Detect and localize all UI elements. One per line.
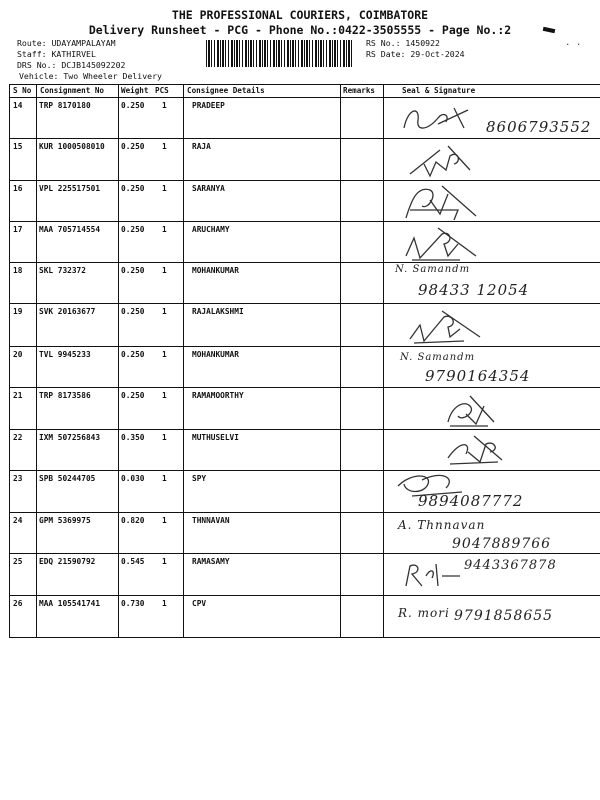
col-remarks: Remarks — [343, 86, 376, 95]
cell-pcs: 1 — [162, 350, 167, 359]
col-consignee: Consignee Details — [187, 86, 265, 95]
cell-pcs: 1 — [162, 474, 167, 483]
cell-consignment: TVL 9945233 — [39, 350, 91, 359]
ink-dots: . . — [565, 38, 582, 48]
cell-weight: 0.250 — [121, 101, 145, 110]
runsheet-subtitle: Delivery Runsheet - PCG - Phone No.:0422-3505555 - Page No.:2 — [88, 23, 512, 37]
barcode — [206, 40, 354, 67]
table-row — [10, 181, 600, 222]
cell-sno: 24 — [13, 516, 23, 525]
handwritten-name: R. mori — [398, 606, 450, 620]
cell-consignment: TRP 8170180 — [39, 101, 91, 110]
cell-consignment: EDQ 21590792 — [39, 557, 96, 566]
cell-pcs: 1 — [162, 142, 167, 151]
signature-scribble — [440, 432, 510, 468]
handwritten-phone: 98433 12054 — [418, 281, 530, 299]
cell-consignee: ARUCHAMY — [192, 225, 230, 234]
cell-consignment: KUR 1000508010 — [39, 142, 105, 151]
signature-scribble — [398, 100, 493, 136]
cell-consignee: RAMASAMY — [192, 557, 230, 566]
col-signature: Seal & Signature — [402, 86, 476, 95]
rs-number: RS No.: 1450922 — [366, 38, 440, 48]
cell-weight: 0.250 — [121, 350, 145, 359]
cell-pcs: 1 — [162, 599, 167, 608]
cell-consignment: MAA 705714554 — [39, 225, 101, 234]
vehicle-label: Vehicle: Two Wheeler Delivery — [19, 71, 162, 81]
cell-consignment: IXM 507256843 — [39, 433, 101, 442]
cell-consignee: RAJA — [192, 142, 211, 151]
drs-label: DRS No.: DCJB145092202 — [17, 60, 126, 70]
cell-weight: 0.250 — [121, 142, 145, 151]
cell-consignment: VPL 225517501 — [39, 184, 101, 193]
cell-sno: 18 — [13, 266, 23, 275]
cell-pcs: 1 — [162, 101, 167, 110]
cell-pcs: 1 — [162, 225, 167, 234]
cell-weight: 0.820 — [121, 516, 145, 525]
signature-scribble — [400, 305, 490, 345]
handwritten-phone: 9894087772 — [418, 492, 524, 510]
handwritten-phone: 9790164354 — [425, 367, 531, 385]
cell-consignee: RAMAMOORTHY — [192, 391, 244, 400]
handwritten-phone: 9047889766 — [452, 536, 552, 552]
cell-consignment: SVK 20163677 — [39, 307, 96, 316]
cell-pcs: 1 — [162, 391, 167, 400]
cell-sno: 17 — [13, 225, 23, 234]
cell-pcs: 1 — [162, 516, 167, 525]
cell-weight: 0.250 — [121, 184, 145, 193]
cell-pcs: 1 — [162, 266, 167, 275]
cell-weight: 0.030 — [121, 474, 145, 483]
cell-pcs: 1 — [162, 184, 167, 193]
cell-weight: 0.250 — [121, 225, 145, 234]
cell-consignment: MAA 105541741 — [39, 599, 101, 608]
handwritten-name: A. Thnnavan — [398, 518, 486, 532]
handwritten-phone: 8606793552 — [486, 118, 592, 136]
cell-sno: 19 — [13, 307, 23, 316]
cell-weight: 0.545 — [121, 557, 145, 566]
cell-sno: 25 — [13, 557, 23, 566]
cell-weight: 0.250 — [121, 307, 145, 316]
cell-consignee: SPY — [192, 474, 207, 483]
table-row — [10, 304, 600, 347]
cell-pcs: 1 — [162, 433, 167, 442]
col-pcs: PCS — [155, 86, 169, 95]
col-consignment: Consignment No — [40, 86, 105, 95]
cell-pcs: 1 — [162, 557, 167, 566]
signature-scribble — [440, 392, 500, 428]
runsheet-table — [9, 84, 600, 638]
handwritten-phone: 9791858655 — [454, 608, 554, 624]
table-header — [10, 85, 600, 98]
col-sno: S No — [13, 86, 32, 95]
signature-scribble — [398, 222, 488, 264]
cell-consignment: SPB 50244705 — [39, 474, 96, 483]
table-row — [10, 388, 600, 430]
cell-consignment: SKL 732372 — [39, 266, 86, 275]
cell-sno: 14 — [13, 101, 23, 110]
cell-sno: 16 — [13, 184, 23, 193]
cell-weight: 0.350 — [121, 433, 145, 442]
cell-consignment: TRP 8173586 — [39, 391, 91, 400]
cell-pcs: 1 — [162, 307, 167, 316]
cell-consignee: MOHANKUMAR — [192, 350, 239, 359]
handwritten-name: N. Samandm — [395, 264, 471, 275]
rs-date: RS Date: 29-Oct-2024 — [366, 49, 465, 59]
cell-sno: 23 — [13, 474, 23, 483]
cell-weight: 0.250 — [121, 266, 145, 275]
cell-weight: 0.730 — [121, 599, 145, 608]
table-row — [10, 222, 600, 263]
handwritten-phone: 9443367878 — [464, 558, 557, 573]
cell-sno: 22 — [13, 433, 23, 442]
cell-sno: 20 — [13, 350, 23, 359]
cell-consignee: CPV — [192, 599, 207, 608]
table-row — [10, 430, 600, 471]
cell-consignee: MUTHUSELVI — [192, 433, 239, 442]
route-label: Route: UDAYAMPALAYAM — [17, 38, 116, 48]
staff-label: Staff: KATHIRVEL — [17, 49, 96, 59]
cell-consignee: SARANYA — [192, 184, 225, 193]
signature-scribble — [398, 180, 488, 222]
cell-consignee: MOHANKUMAR — [192, 266, 239, 275]
cell-consignee: RAJALAKSHMI — [192, 307, 244, 316]
cell-consignment: GPM 5369975 — [39, 516, 91, 525]
cell-weight: 0.250 — [121, 391, 145, 400]
signature-scribble — [400, 558, 464, 592]
cell-sno: 21 — [13, 391, 23, 400]
col-weight: Weight — [121, 86, 149, 95]
cell-sno: 15 — [13, 142, 23, 151]
table-row — [10, 139, 600, 181]
company-title: THE PROFESSIONAL COURIERS, COIMBATORE — [171, 8, 429, 22]
cell-sno: 26 — [13, 599, 23, 608]
signature-scribble — [400, 140, 490, 180]
handwritten-name: N. Samandm — [400, 352, 476, 363]
cell-consignee: THNNAVAN — [192, 516, 230, 525]
cell-consignee: PRADEEP — [192, 101, 225, 110]
